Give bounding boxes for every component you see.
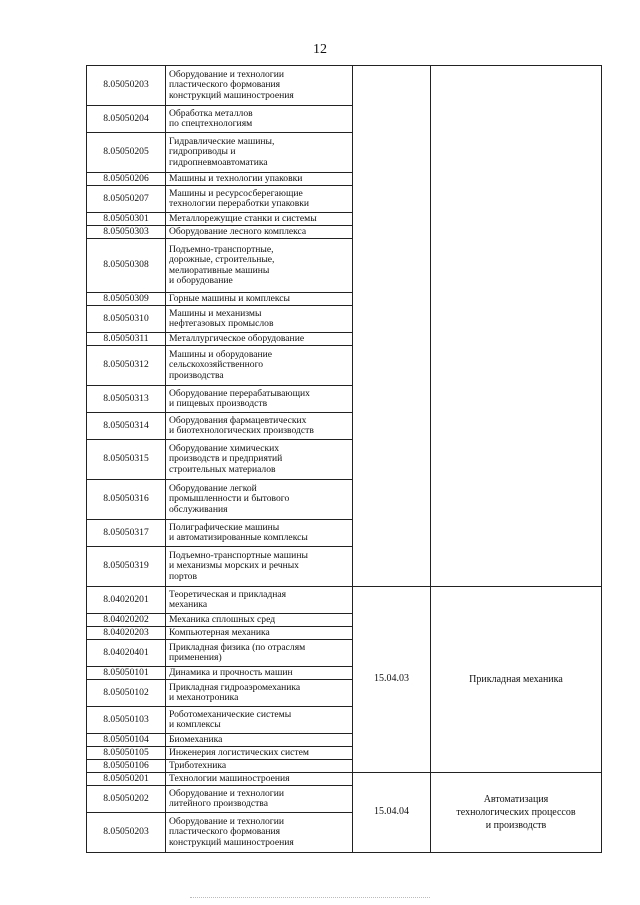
page-number: 12 <box>313 42 327 57</box>
program-name: Оборудование лесного комплекса <box>166 226 353 239</box>
program-name: Металлорежущие станки и системы <box>166 213 353 226</box>
program-code: 8.05050206 <box>87 173 166 186</box>
specialty-name: Автоматизация технологических процессов и производств <box>431 773 602 853</box>
program-name: Инженерия логистических систем <box>166 747 353 760</box>
program-code: 8.05050308 <box>87 239 166 293</box>
scan-artifact <box>190 897 430 900</box>
program-code: 8.04020203 <box>87 627 166 640</box>
program-name: Прикладная гидроаэромеханика и механотроника <box>166 680 353 707</box>
program-name: Теоретическая и прикладная механика <box>166 587 353 614</box>
program-code: 8.05050317 <box>87 520 166 547</box>
program-code: 8.05050203 <box>87 66 166 106</box>
program-name: Машины и ресурсосберегающие технологии переработки упаковки <box>166 186 353 213</box>
program-name: Машины и технологии упаковки <box>166 173 353 186</box>
program-code: 8.05050104 <box>87 734 166 747</box>
program-code: 8.05050204 <box>87 106 166 133</box>
program-code: 8.05050103 <box>87 707 166 734</box>
program-name: Прикладная физика (по отраслям применения) <box>166 640 353 667</box>
program-name: Гидравлические машины, гидроприводы и гидропневмоавтоматика <box>166 133 353 173</box>
program-name: Оборудование перерабатывающих и пищевых производств <box>166 386 353 413</box>
program-name: Полиграфические машины и автоматизированные комплексы <box>166 520 353 547</box>
program-name: Оборудование и технологии пластического формования конструкций машиностроения <box>166 813 353 853</box>
program-code: 8.05050316 <box>87 480 166 520</box>
program-code: 8.05050301 <box>87 213 166 226</box>
program-name: Обработка металлов по спецтехнологиям <box>166 106 353 133</box>
program-code: 8.05050205 <box>87 133 166 173</box>
specialty-table <box>86 65 602 853</box>
program-name: Подъемно-транспортные машины и механизмы морских и речных портов <box>166 547 353 587</box>
program-code: 8.05050311 <box>87 333 166 346</box>
program-name: Горные машины и комплексы <box>166 293 353 306</box>
program-name: Технологии машиностроения <box>166 773 353 786</box>
program-code: 8.05050105 <box>87 747 166 760</box>
program-name: Оборудование легкой промышленности и бытового обслуживания <box>166 480 353 520</box>
table-row <box>87 587 602 614</box>
specialty-number <box>353 66 431 587</box>
program-code: 8.05050203 <box>87 813 166 853</box>
program-name: Машины и оборудование сельскохозяйственного производства <box>166 346 353 386</box>
program-name: Оборудование и технологии литейного производства <box>166 786 353 813</box>
program-name: Металлургическое оборудование <box>166 333 353 346</box>
program-name: Оборудование и технологии пластического формования конструкций машиностроения <box>166 66 353 106</box>
program-name: Робото​механические системы и комплексы <box>166 707 353 734</box>
program-code: 8.05050315 <box>87 440 166 480</box>
table-row <box>87 773 602 786</box>
program-code: 8.05050101 <box>87 667 166 680</box>
program-name: Оборудования фармацевтических и биотехнологических производств <box>166 413 353 440</box>
program-name: Машины и механизмы нефтегазовых промыслов <box>166 306 353 333</box>
program-code: 8.05050201 <box>87 773 166 786</box>
program-code: 8.05050309 <box>87 293 166 306</box>
program-name: Триботехника <box>166 760 353 773</box>
program-code: 8.05050303 <box>87 226 166 239</box>
program-name: Оборудование химических производств и предприятий строительных материалов <box>166 440 353 480</box>
program-code: 8.05050310 <box>87 306 166 333</box>
program-name: Механика сплошных сред <box>166 614 353 627</box>
program-name: Подъемно-транспортные, дорожные, строительные, мелиоративные машины и оборудование <box>166 239 353 293</box>
program-code: 8.04020201 <box>87 587 166 614</box>
program-code: 8.05050207 <box>87 186 166 213</box>
program-name: Биомеханика <box>166 734 353 747</box>
program-name: Компьютерная механика <box>166 627 353 640</box>
specialty-number: 15.04.03 <box>353 587 431 773</box>
program-code: 8.05050319 <box>87 547 166 587</box>
program-code: 8.05050102 <box>87 680 166 707</box>
specialty-name: Прикладная механика <box>431 587 602 773</box>
program-code: 8.05050313 <box>87 386 166 413</box>
program-name: Динамика и прочность машин <box>166 667 353 680</box>
program-code: 8.04020202 <box>87 614 166 627</box>
table-row <box>87 66 602 106</box>
program-code: 8.05050312 <box>87 346 166 386</box>
specialty-name <box>431 66 602 587</box>
specialty-number: 15.04.04 <box>353 773 431 853</box>
program-code: 8.04020401 <box>87 640 166 667</box>
program-code: 8.05050314 <box>87 413 166 440</box>
program-code: 8.05050106 <box>87 760 166 773</box>
program-code: 8.05050202 <box>87 786 166 813</box>
